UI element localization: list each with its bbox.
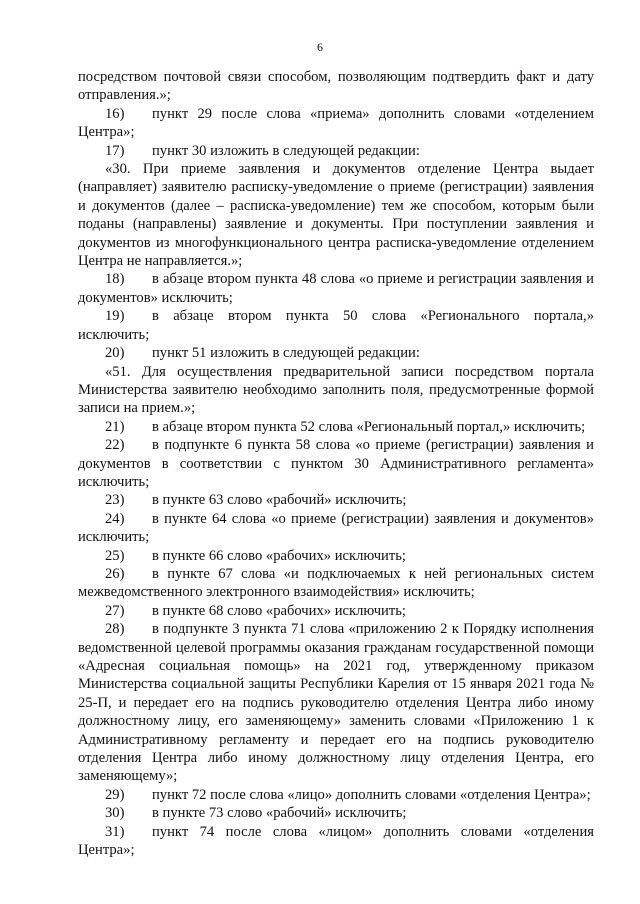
- paragraph: [78, 565, 594, 602]
- item-number: 27): [105, 602, 125, 619]
- item-number: 17): [105, 142, 125, 159]
- page-number: 6: [317, 40, 323, 54]
- item-number: 21): [105, 418, 125, 435]
- paragraph-text: пункт 72 после слова «лицо» дополнить словами «отделения Центра»;: [152, 786, 591, 803]
- paragraph: [78, 344, 594, 362]
- paragraph: [78, 270, 594, 307]
- paragraph-text: в абзаце втором пункта 50 слова «Регионального портала,» исключить;: [78, 308, 594, 343]
- paragraph-text: в пункте 66 слово «рабочих» исключить;: [152, 547, 406, 564]
- paragraph: [78, 105, 594, 142]
- document-body: [78, 68, 594, 859]
- paragraph: [78, 68, 594, 105]
- paragraph-text: в пункте 73 слово «рабочий» исключить;: [152, 805, 407, 822]
- paragraph: [78, 804, 594, 822]
- paragraph-text: пункт 51 изложить в следующей редакции:: [152, 345, 420, 362]
- paragraph-text: в подпункте 6 пункта 58 слова «о приеме (регистрации) заявления и документов в соответствии с пунктом 30 Административного регламента» исключить;: [78, 437, 594, 490]
- item-number: 31): [105, 823, 125, 840]
- paragraph: [78, 602, 594, 620]
- item-number: 26): [105, 565, 125, 582]
- item-number: 25): [105, 547, 125, 564]
- item-number: 28): [105, 621, 125, 638]
- paragraph-text: посредством почтовой связи способом, позволяющим подтвердить факт и дату отправления.»;: [78, 69, 594, 104]
- paragraph: [78, 786, 594, 804]
- paragraph: [78, 363, 594, 418]
- paragraph-text: в пункте 63 слово «рабочий» исключить;: [152, 492, 407, 509]
- paragraph: [78, 620, 594, 786]
- item-number: 22): [105, 437, 125, 454]
- paragraph: [78, 823, 594, 860]
- paragraph: [78, 547, 594, 565]
- paragraph: [78, 418, 594, 436]
- paragraph-text: в пункте 64 слова «о приеме (регистрации) заявления и документов» исключить;: [78, 510, 594, 546]
- paragraph-text: пункт 74 после слова «лицом» дополнить словами «отделения Центра»;: [78, 823, 594, 859]
- paragraph-text: в абзаце втором пункта 52 слова «Региональный портал,» исключить;: [152, 418, 586, 435]
- item-number: 29): [105, 786, 125, 803]
- paragraph-text: «30. При приеме заявления и документов отделение Центра выдает (направляет) заявителю расписку-уведомление о приеме (регистрации) заявления и документов (далее – расписка-уведомление) тем же способом, которым были поданы (направлены) заявление и документы. При поступлении заявления и документов из многофункционального центра расписка-уведомление отделением Центра не направляется.»;: [78, 161, 594, 270]
- item-number: 19): [105, 308, 125, 325]
- paragraph-text: в пункте 67 слова «и подключаемых к ней региональных систем межведомственного электронного взаимодействия» исключить;: [78, 565, 594, 601]
- paragraph-text: пункт 29 после слова «приема» дополнить словами «отделением Центра»;: [78, 105, 594, 141]
- item-number: 16): [105, 105, 125, 122]
- paragraph: [78, 491, 594, 509]
- paragraph: [78, 510, 594, 547]
- item-number: 23): [105, 492, 125, 509]
- item-number: 30): [105, 805, 125, 822]
- paragraph: [78, 160, 594, 270]
- item-number: 20): [105, 345, 125, 362]
- paragraph-text: в подпункте 3 пункта 71 слова «приложению 2 к Порядку исполнения ведомственной целевой программы оказания гражданам государственной помощи «Адресная социальная помощь» на 2021 год, утвержденному приказом Министерства социальной защиты Республики Карелия от 15 января 2021 года № 25-П, и передает его на подпись руководителю отделения Центра либо иному должностному лицу, его заменяющему» заменить словами «Приложению 1 к Административному регламенту и передает его на подпись руководителю отделения Центра либо иному должностному лицу отделения Центра, его заменяющему»;: [78, 621, 594, 785]
- item-number: 24): [105, 510, 125, 527]
- item-number: 18): [105, 271, 125, 288]
- paragraph: [78, 436, 594, 491]
- paragraph-text: «51. Для осуществления предварительной записи посредством портала Министерства заявителю необходимо заполнить поля, предусмотренные формой записи на прием.»;: [78, 363, 594, 417]
- paragraph-text: в абзаце втором пункта 48 слова «о приеме и регистрации заявления и документов» исключить;: [78, 271, 594, 306]
- paragraph-text: пункт 30 изложить в следующей редакции:: [152, 142, 420, 159]
- paragraph-text: в пункте 68 слово «рабочих» исключить;: [152, 602, 406, 619]
- paragraph: [78, 307, 594, 344]
- paragraph: [78, 142, 594, 160]
